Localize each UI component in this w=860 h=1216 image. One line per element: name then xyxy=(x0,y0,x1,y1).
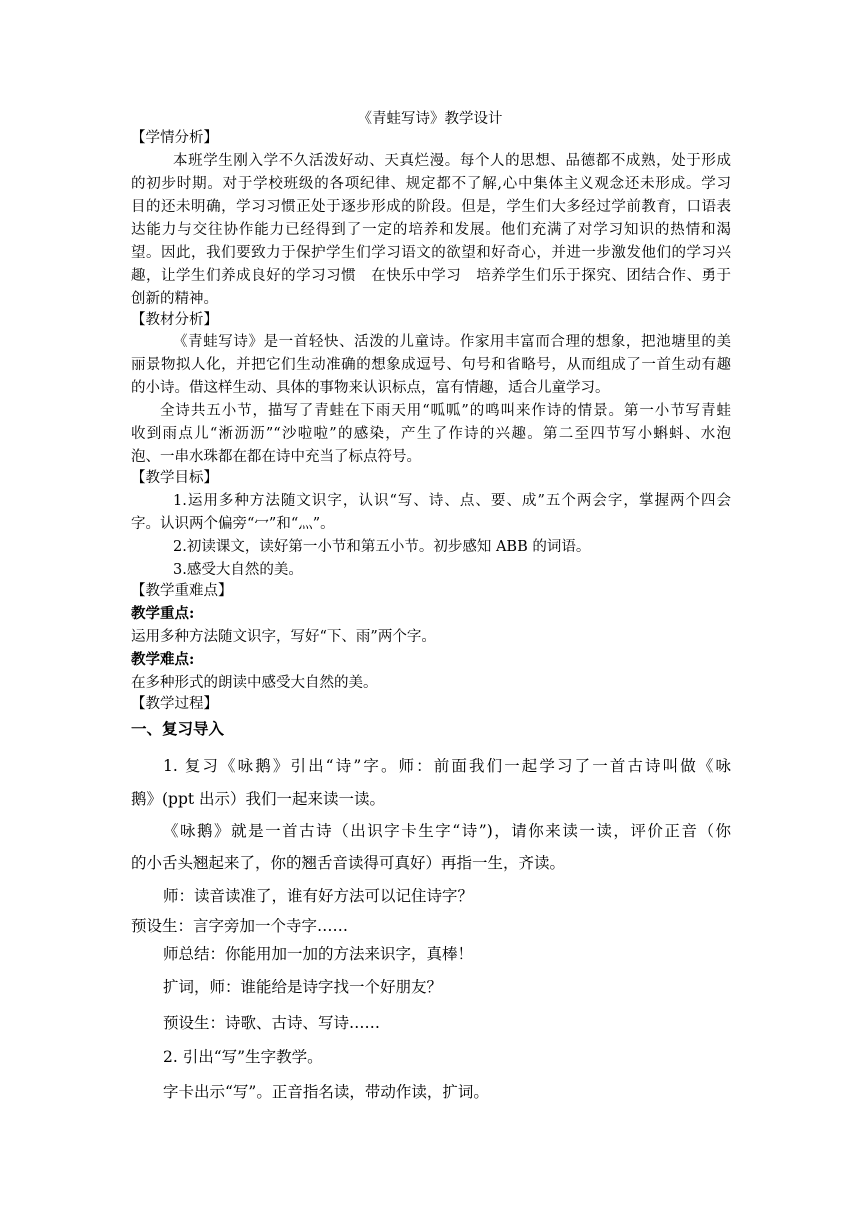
paragraph-line: 预设生：言字旁加一个寺字…… xyxy=(131,917,349,935)
section-heading: 【教学目标】 xyxy=(131,470,218,486)
paragraph-line: 本班学生刚入学不久活泼好动、天真烂漫。每个人的思想、品德都不成熟，处于形成 xyxy=(173,153,731,169)
paragraph-line: 达能力与交往协作能力已经得到了一定的培养和发展。他们充满了对学习知识的热情和渴 xyxy=(131,222,731,238)
paragraph-line: 的小诗。借这样生动、具体的事物来认识标点，富有情趣，适合儿童学习。 xyxy=(131,380,610,396)
paragraph-line: 运用多种方法随文识字，写好“下、雨”两个字。 xyxy=(131,629,436,645)
paragraph-line: 的小舌头翘起来了，你的翘舌音读得可真好）再指一生，齐读。 xyxy=(131,854,566,872)
paragraph-line: 趣，让学生们养成良好的学习习惯 在快乐中学习 培养学生们乐于探究、团结合作、勇于 xyxy=(131,268,731,284)
paragraph-line: 泡、一串水珠都在都在诗中充当了标点符号。 xyxy=(131,449,421,465)
paragraph-line: 的初步时期。对于学校班级的各项纪律、规定都不了解,心中集体主义观念还未形成。学习 xyxy=(131,176,731,192)
section-heading: 【教材分析】 xyxy=(131,312,218,328)
paragraph-line: 创新的精神。 xyxy=(131,291,218,307)
paragraph-line: 2.初读课文，读好第一小节和第五小节。初步感知 ABB 的词语。 xyxy=(173,539,591,555)
paragraph-line: 师总结：你能用加一加的方法来识字，真棒！ xyxy=(163,945,474,963)
paragraph-line: 收到雨点儿“淅沥沥”“沙啦啦”的感染，产生了作诗的兴趣。第二至四节写小蝌蚪、水泡 xyxy=(131,426,731,442)
document-title: 《青蛙写诗》教学设计 xyxy=(357,111,503,127)
paragraph-line: 丽景物拟人化，并把它们生动准确的想象成逗号、句号和省略号，从而组成了一首生动有趣 xyxy=(131,357,731,373)
bold-label: 教学难点: xyxy=(131,651,195,668)
paragraph-line: 《咏鹅》就是一首古诗（出识字卡生字“诗”)，请你来读一读，评价正音（你 xyxy=(163,822,731,840)
paragraph-line: 预设生：诗歌、古诗、写诗…… xyxy=(163,1014,381,1032)
paragraph-line: 3.感受大自然的美。 xyxy=(173,562,303,578)
paragraph-line: 扩词，师：谁能给是诗字找一个好朋友？ xyxy=(163,978,443,996)
subsection-heading: 一、复习导入 xyxy=(131,719,225,738)
section-heading: 【学情分析】 xyxy=(131,130,218,146)
paragraph-line: 字卡出示“写”。正音指名读，带动作读，扩词。 xyxy=(163,1083,489,1101)
paragraph-line: 《青蛙写诗》是一首轻快、活泼的儿童诗。作家用丰富而合理的想象，把池塘里的美 xyxy=(173,334,731,350)
paragraph-line: 1.运用多种方法随文识字，认识“写、诗、点、要、成”五个两会字，掌握两个四会 xyxy=(173,493,731,509)
paragraph-line: 目的还未明确，学习习惯正处于逐步形成的阶段。但是，学生们大多经过学前教育，口语表 xyxy=(131,199,731,215)
section-heading: 【教学过程】 xyxy=(131,696,218,712)
bold-label: 教学重点: xyxy=(131,605,195,622)
paragraph-line: 师：读音读准了，谁有好方法可以记住诗字？ xyxy=(163,887,474,905)
paragraph-line: 字。认识两个偏旁“冖”和“灬”。 xyxy=(131,516,335,532)
paragraph-line: 望。因此，我们要致力于保护学生们学习语文的欲望和好奇心，并进一步激发他们的学习兴 xyxy=(131,245,731,261)
section-heading: 【教学重难点】 xyxy=(131,583,233,599)
paragraph-line: 鹅》(ppt 出示）我们一起来读一读。 xyxy=(131,790,386,808)
paragraph-line: 1. 复习《咏鹅》引出“诗”字。师：前面我们一起学习了一首古诗叫做《咏 xyxy=(163,757,731,775)
paragraph-line: 在多种形式的朗读中感受大自然的美。 xyxy=(131,675,378,691)
paragraph-line: 全诗共五小节，描写了青蛙在下雨天用“呱呱”的鸣叫来作诗的情景。第一小节写青蛙 xyxy=(160,403,731,419)
paragraph-line: 2. 引出“写”生字教学。 xyxy=(163,1048,323,1066)
